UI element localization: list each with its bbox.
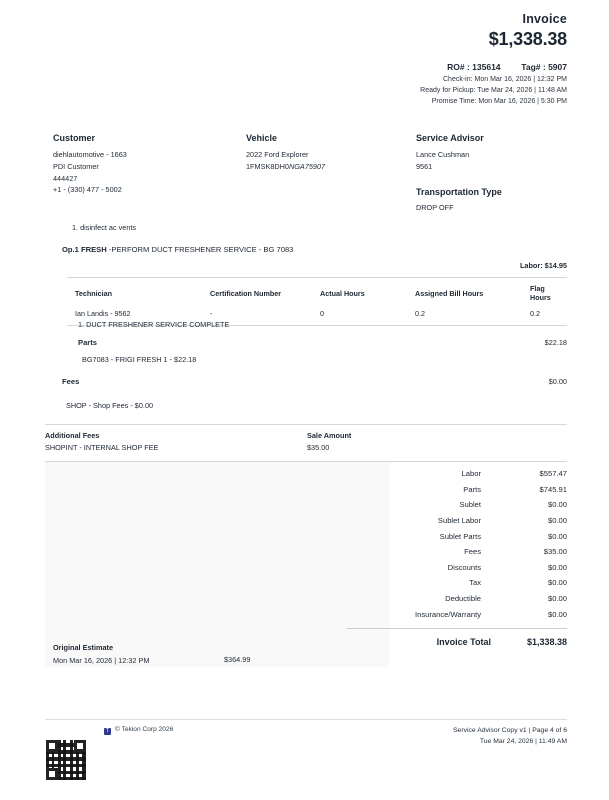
parts-amount: $22.18	[544, 338, 567, 347]
cell-certification-number: -	[210, 309, 213, 318]
original-estimate-date: Mon Mar 16, 2026 | 12:32 PM	[53, 656, 150, 665]
fee-line-item: SHOP - Shop Fees - $0.00	[66, 401, 154, 410]
ro-label: RO# :	[447, 62, 470, 72]
operation-description: -PERFORM DUCT FRESHENER SERVICE - BG 7083	[108, 245, 294, 254]
col-flag-hours: Flag Hours	[530, 284, 551, 302]
additional-fees-header: Additional Fees	[45, 431, 100, 440]
total-row-sublet	[347, 497, 567, 513]
fees-label: Fees	[62, 377, 80, 386]
total-row-sublet-parts	[347, 528, 567, 544]
total-row-deductible	[347, 591, 567, 607]
footer-divider	[45, 719, 567, 720]
total-row-fees	[347, 544, 567, 560]
total-label: Tax	[469, 578, 481, 588]
vehicle-vin	[246, 161, 406, 173]
original-estimate-block	[53, 643, 149, 665]
operation-line	[62, 245, 293, 254]
labor-value: $14.95	[544, 261, 567, 270]
original-estimate-title: Original Estimate	[53, 643, 114, 652]
qr-code-icon	[46, 740, 86, 780]
promise-time: Promise Time: Mon Mar 16, 2026 | 5:30 PM	[431, 98, 567, 105]
scan-shading	[45, 462, 390, 667]
technician-table	[67, 277, 567, 326]
total-label: Sublet Labor	[437, 516, 481, 526]
total-value: $557.47	[539, 469, 567, 479]
col-certification-number: Certification Number	[210, 288, 282, 298]
checkin-time: Check-in: Mon Mar 16, 2026 | 12:32 PM	[443, 76, 567, 83]
total-label: Sublet Parts	[439, 531, 481, 541]
advisor-name: Lance Cushman	[416, 150, 470, 159]
col-technician: Technician	[75, 288, 113, 298]
total-label: Sublet	[459, 500, 481, 510]
sale-amount-header: Sale Amount	[307, 431, 352, 440]
customer-phone: +1 - (330) 477 - 5002	[53, 185, 122, 195]
footer-meta	[453, 726, 567, 748]
vin-prefix: 1FMSK8DH0	[246, 161, 289, 171]
total-label: Deductible	[445, 594, 481, 604]
total-label: Labor	[461, 469, 481, 479]
additional-fees-header-row	[45, 431, 567, 443]
invoice-total-value: $1,338.38	[526, 636, 567, 647]
total-value: $0.00	[547, 500, 567, 510]
ready-for-pickup-time: Ready for Pickup: Tue Mar 24, 2026 | 11:48 AM	[420, 87, 567, 94]
original-estimate-amount: $364.99	[224, 655, 251, 664]
totals-block	[347, 466, 567, 650]
footer-brand	[104, 726, 173, 735]
footer-printed-time: Tue Mar 24, 2026 | 11:49 AM	[479, 737, 567, 745]
advisor-heading: Service Advisor	[416, 133, 484, 143]
fees-amount: $0.00	[548, 377, 567, 386]
table-header-row	[67, 284, 567, 309]
total-value: $35.00	[543, 547, 567, 557]
footer-copy-info: Service Advisor Copy v1 | Page 4 of 6	[453, 727, 567, 734]
total-label: Fees	[464, 547, 481, 557]
vehicle-heading: Vehicle	[246, 133, 278, 143]
total-value: $0.00	[547, 516, 567, 526]
ro-value: 135614	[472, 62, 501, 72]
parts-label: Parts	[78, 338, 97, 347]
col-actual-hours: Actual Hours	[320, 288, 365, 298]
total-value: $0.00	[547, 531, 567, 541]
total-value: $0.00	[547, 562, 567, 572]
tekion-logo-icon: T	[105, 728, 110, 734]
part-line-item: BG7083 - FRIGI FRESH 1 - $22.18	[82, 355, 197, 364]
total-label: Parts	[463, 484, 481, 494]
additional-fees-table	[45, 424, 567, 462]
total-value: $0.00	[547, 594, 567, 604]
tag-label: Tag# :	[521, 62, 546, 72]
table-row	[67, 309, 567, 318]
invoice-amount: $1,338.38	[488, 29, 567, 49]
transportation-value: DROP OFF	[416, 202, 454, 212]
labor-label: Labor:	[519, 261, 543, 270]
vin-suffix: NGA75907	[288, 161, 326, 171]
invoice-total-row	[347, 628, 567, 650]
total-value: $0.00	[547, 578, 567, 588]
customer-block	[53, 133, 233, 196]
customer-type: PDI Customer	[53, 161, 99, 171]
total-label: Insurance/Warranty	[415, 609, 481, 619]
col-assigned-bill-hours: Assigned Bill Hours	[415, 288, 484, 298]
page-title: Invoice	[522, 12, 567, 26]
labor-summary	[520, 261, 567, 270]
cell-actual-hours: 0	[320, 309, 324, 318]
vehicle-description: 2022 Ford Explorer	[246, 150, 309, 159]
advisor-id: 9561	[416, 161, 433, 171]
customer-heading: Customer	[53, 133, 96, 143]
tag-value: 5907	[548, 62, 567, 72]
total-row-discounts	[347, 560, 567, 576]
service-advisor-block	[416, 133, 576, 213]
total-row-tax	[347, 575, 567, 591]
transportation-heading: Transportation Type	[416, 186, 502, 197]
total-value: $745.91	[539, 484, 567, 494]
ro-tag-line	[420, 62, 567, 72]
operation-code: Op.1 FRESH	[62, 245, 107, 254]
table-row	[45, 443, 567, 454]
total-label: Discounts	[447, 562, 481, 572]
cell-flag-hours: 0.2	[530, 309, 540, 318]
cell-assigned-bill-hours: 0.2	[415, 309, 425, 318]
vehicle-block	[246, 133, 406, 173]
completion-note: 1. DUCT FRESHENER SERVICE COMPLETE	[78, 320, 230, 329]
total-row-parts	[347, 482, 567, 498]
invoice-header	[420, 12, 567, 105]
customer-concern: 1. disinfect ac vents	[72, 223, 137, 232]
total-value: $0.00	[547, 609, 567, 619]
total-row-sublet-labor	[347, 513, 567, 529]
customer-name: diehlautomotive - 1663	[53, 150, 127, 159]
additional-fee-amount: $35.00	[307, 443, 330, 452]
additional-fee-name: SHOPINT - INTERNAL SHOP FEE	[45, 443, 159, 452]
customer-number: 444427	[53, 173, 78, 183]
cell-technician: Ian Landis - 9562	[75, 309, 131, 318]
total-row-insurance-warranty	[347, 606, 567, 622]
total-row-labor	[347, 466, 567, 482]
invoice-total-label: Invoice Total	[436, 636, 491, 647]
footer-copyright: © Tekion Corp 2026	[115, 726, 174, 733]
